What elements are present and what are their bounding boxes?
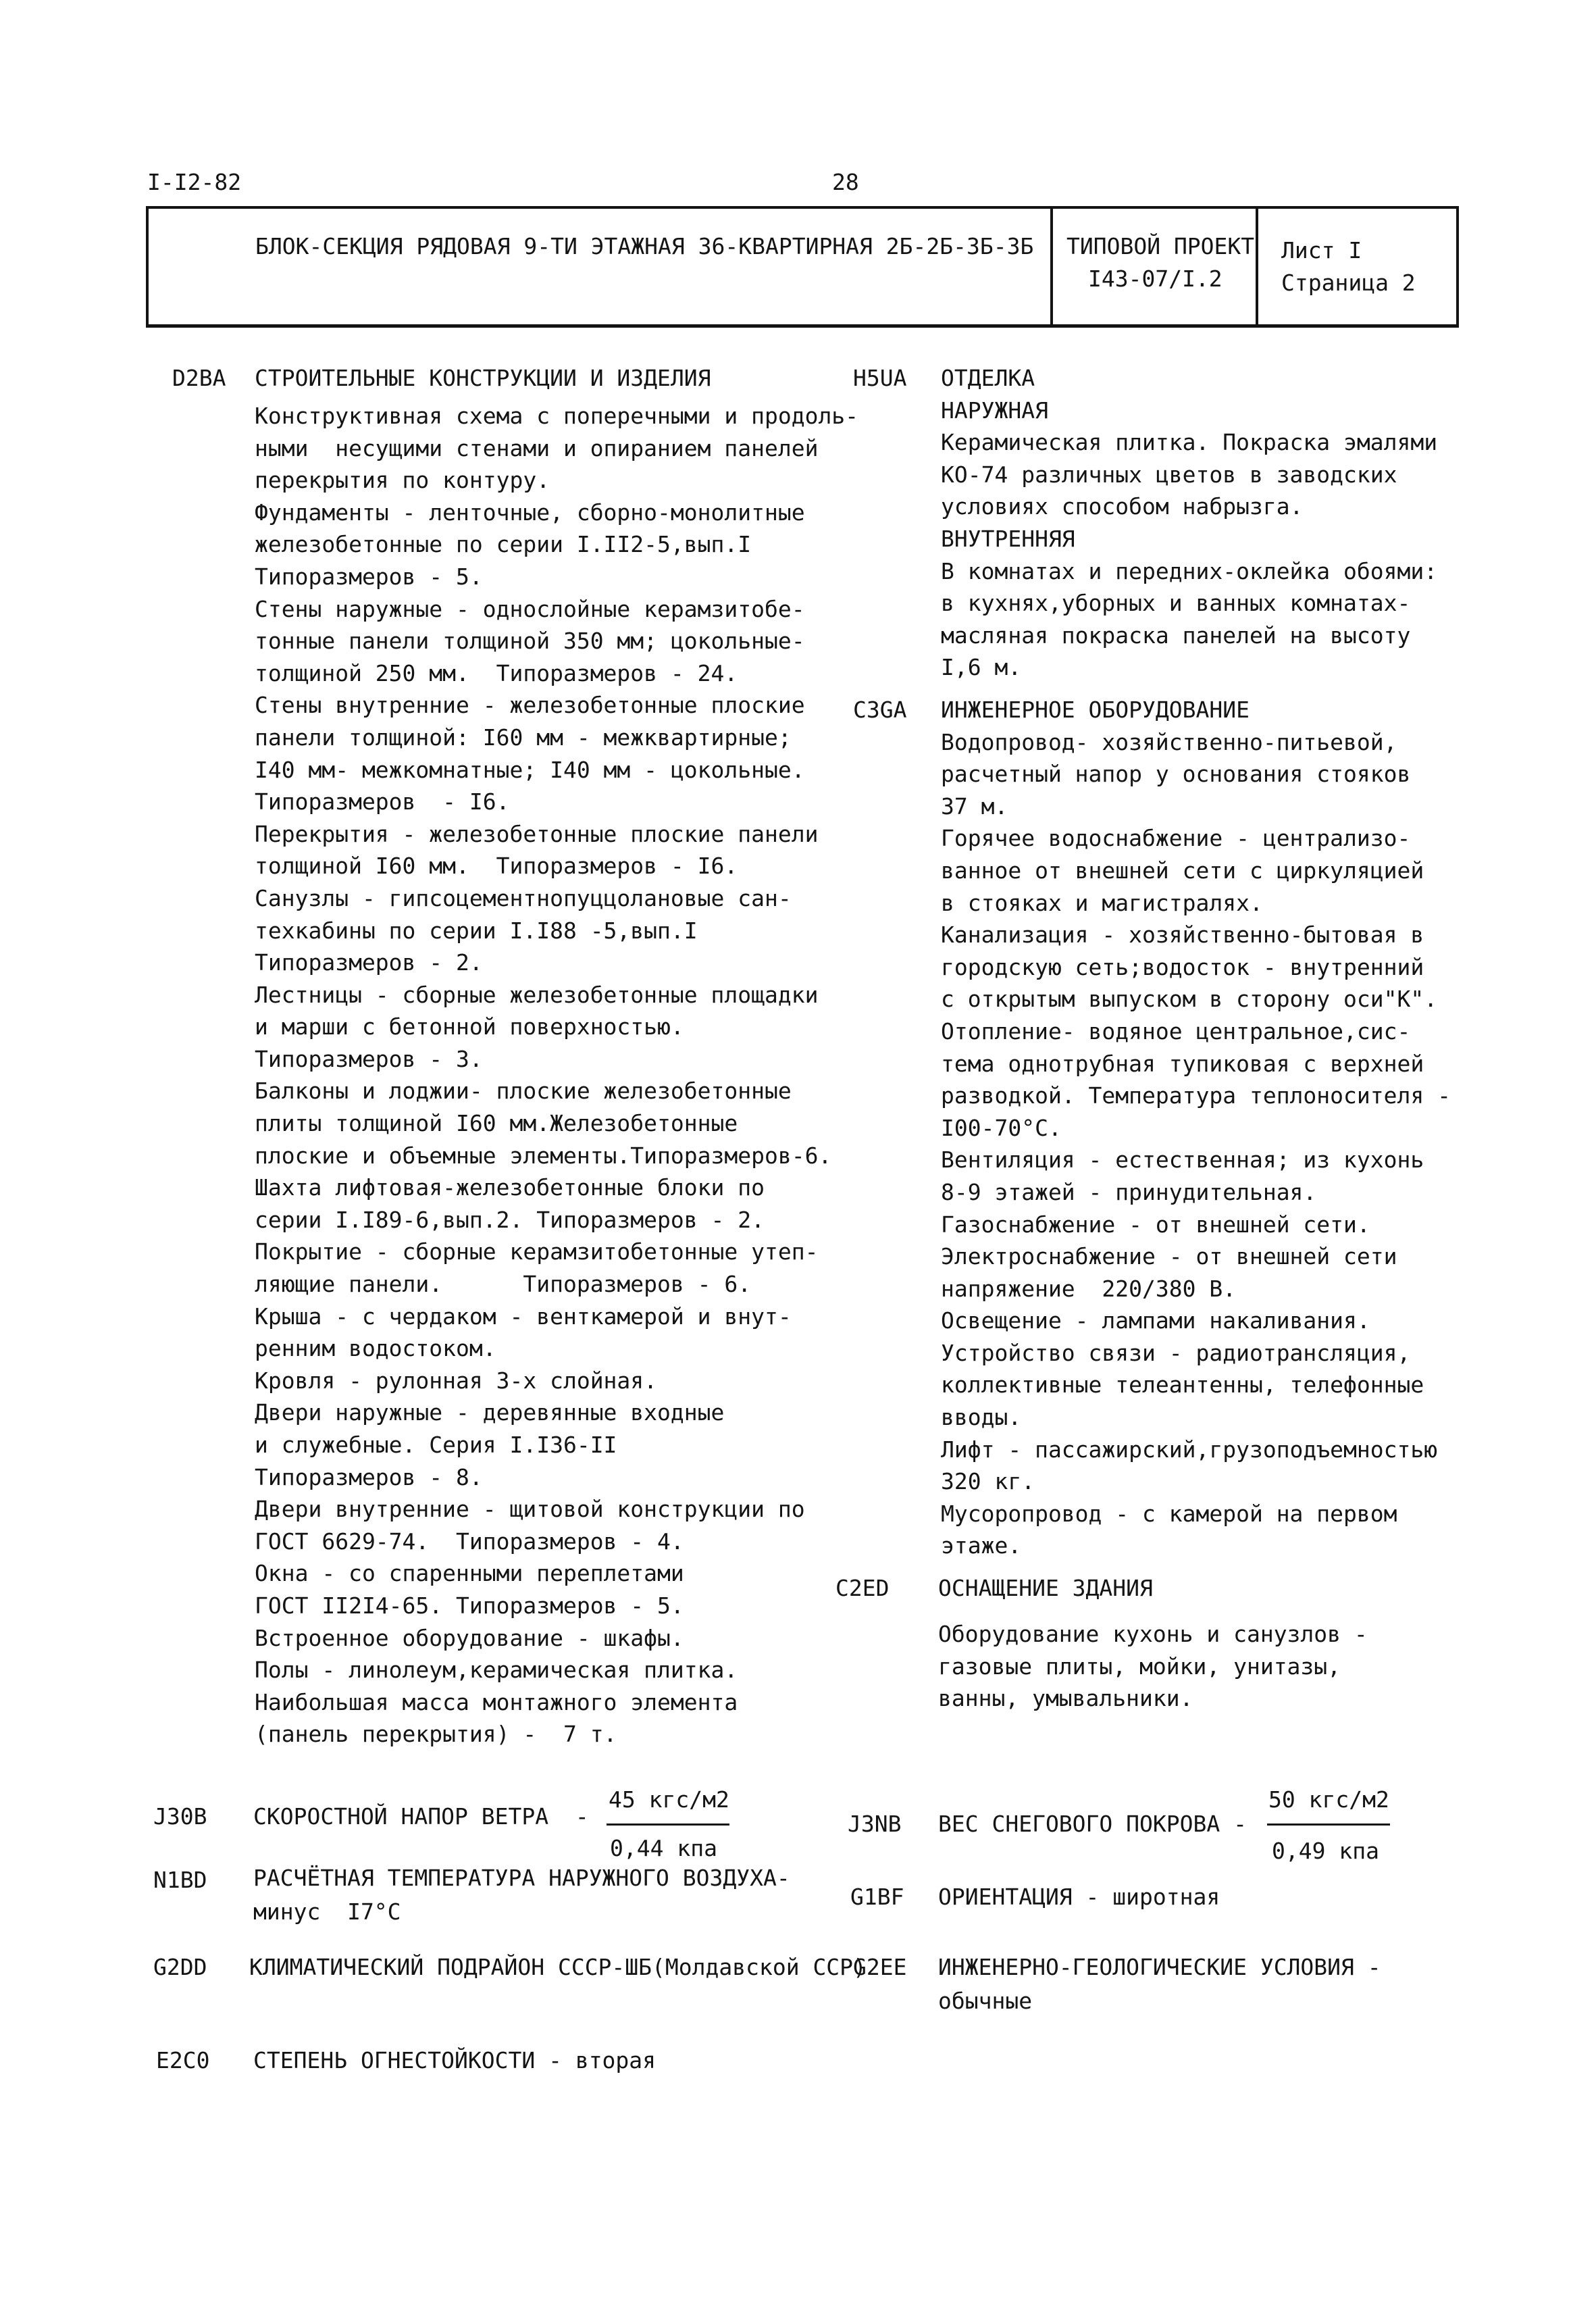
temperature-value: минус I7°C xyxy=(253,1898,401,1925)
fraction-bar xyxy=(607,1823,729,1826)
document-code: I-I2-82 xyxy=(147,169,242,195)
title-block-divider xyxy=(1050,206,1053,328)
text-line: ГОСТ II2I4-65. Типоразмеров - 5. xyxy=(255,1592,684,1619)
text-line: ВНУТРЕННЯЯ xyxy=(941,525,1075,552)
row-code: N1BD xyxy=(153,1867,207,1893)
text-line: 37 м. xyxy=(941,793,1008,820)
text-line: Встроенное оборудование - шкафы. xyxy=(255,1624,684,1651)
row-code: E2C0 xyxy=(156,2047,210,2073)
text-line: расчетный напор у основания стояков xyxy=(941,761,1411,788)
text-line: Мусоропровод - с камерой на первом xyxy=(941,1500,1397,1527)
text-line: Наибольшая масса монтажного элемента xyxy=(255,1688,738,1715)
project-number: I43-07/I.2 xyxy=(1088,266,1222,292)
orientation-text: ОРИЕНТАЦИЯ - широтная xyxy=(938,1884,1220,1910)
row-code: J30B xyxy=(153,1803,207,1830)
document-title: БЛОК-СЕКЦИЯ РЯДОВАЯ 9-ТИ ЭТАЖНАЯ 36-КВАРТИРНАЯ 2Б-2Б-3Б-3Б xyxy=(255,233,1034,259)
text-line: Конструктивная схема с поперечными и продоль- xyxy=(255,403,859,429)
text-line: I40 мм- межкомнатные; I40 мм - цокольные. xyxy=(255,756,805,783)
row-code: G1BF xyxy=(850,1884,904,1910)
text-line: 320 кг. xyxy=(941,1468,1035,1495)
text-line: в стояках и магистралях. xyxy=(941,889,1263,916)
project-label: ТИПОВОЙ ПРОЕКТ xyxy=(1066,233,1255,259)
text-line: условиях способом набрызга. xyxy=(941,493,1304,520)
text-line: Типоразмеров - 8. xyxy=(255,1463,483,1490)
title-block xyxy=(146,206,1459,328)
text-line: городскую сеть;водосток - внутренний xyxy=(941,953,1424,980)
text-line: разводкой. Температура теплоносителя - xyxy=(941,1082,1451,1109)
page-number: 28 xyxy=(832,169,859,195)
text-line: тема однотрубная тупиковая с верхней xyxy=(941,1050,1424,1077)
text-line: Устройство связи - радиотрансляция, xyxy=(941,1339,1411,1366)
text-line: Перекрытия - железобетонные плоские панели xyxy=(255,820,819,847)
text-line: тонные панели толщиной 350 мм; цокольные- xyxy=(255,628,805,655)
geology-line: ИНЖЕНЕРНО-ГЕОЛОГИЧЕСКИЕ УСЛОВИЯ - xyxy=(938,1954,1381,1980)
text-line: НАРУЖНАЯ xyxy=(941,397,1048,424)
text-line: Типоразмеров - 2. xyxy=(255,949,483,976)
text-line: Двери наружные - деревянные входные xyxy=(255,1399,725,1426)
text-line: Крыша - с чердаком - венткамерой и внут- xyxy=(255,1303,792,1330)
text-line: Окна - со спаренными переплетами xyxy=(255,1560,684,1587)
equipment-text xyxy=(938,1618,1368,1715)
snow-denominator: 0,49 кпа xyxy=(1272,1838,1379,1864)
text-line: и служебные. Серия I.I36-II xyxy=(255,1432,617,1458)
text-line: КО-74 различных цветов в заводских xyxy=(941,461,1397,488)
section-code: H5UA xyxy=(853,365,907,391)
temperature-line: РАСЧЁТНАЯ ТЕМПЕРАТУРА НАРУЖНОГО ВОЗДУХА- xyxy=(253,1865,790,1891)
climate-text: КЛИМАТИЧЕСКИЙ ПОДРАЙОН СССР-ШБ(Молдавской ССР) xyxy=(249,1954,867,1980)
text-line: I00-70°C. xyxy=(941,1114,1062,1141)
text-line: толщиной I60 мм. Типоразмеров - I6. xyxy=(255,853,738,880)
text-line: панели толщиной: I60 мм - межквартирные; xyxy=(255,724,792,751)
text-line: вводы. xyxy=(941,1404,1022,1431)
text-line: перекрытия по контуру. xyxy=(255,467,550,494)
row-code: G2EE xyxy=(853,1954,907,1980)
text-line: Покрытие - сборные керамзитобетонные утеп- xyxy=(255,1238,819,1265)
text-line: ванны, умывальники. xyxy=(938,1685,1193,1712)
text-line: плоские и объемные элементы.Типоразмеров-6. xyxy=(255,1142,832,1169)
text-line: ляющие панели. Типоразмеров - 6. xyxy=(255,1271,752,1298)
text-line: I,6 м. xyxy=(941,654,1022,681)
text-line: ГОСТ 6629-74. Типоразмеров - 4. xyxy=(255,1528,684,1555)
text-line: коллективные телеантенны, телефонные xyxy=(941,1372,1424,1399)
text-line: ИНЖЕНЕРНОЕ ОБОРУДОВАНИЕ xyxy=(941,697,1250,723)
row-code: G2DD xyxy=(153,1954,207,1980)
text-line: Балконы и лоджии- плоские железобетонные xyxy=(255,1078,792,1105)
text-line: Керамическая плитка. Покраска эмалями xyxy=(941,429,1438,456)
text-line: техкабины по серии I.I88 -5,вып.I xyxy=(255,917,698,944)
structures-text xyxy=(255,400,858,1751)
text-line: Освещение - лампами накаливания. xyxy=(941,1307,1370,1334)
text-line: этаже. xyxy=(941,1532,1022,1559)
fire-resistance-text: СТЕПЕНЬ ОГНЕСТОЙКОСТИ - вторая xyxy=(253,2047,657,2073)
wind-label: СКОРОСТНОЙ НАПОР ВЕТРА - xyxy=(253,1803,589,1830)
section-code: C3GA xyxy=(853,697,907,723)
text-line: плиты толщиной I60 мм.Железобетонные xyxy=(255,1110,738,1137)
text-line: масляная покраска панелей на высоту xyxy=(941,622,1411,649)
section-heading: СТРОИТЕЛЬНЫЕ КОНСТРУКЦИИ И ИЗДЕЛИЯ xyxy=(255,365,711,391)
geology-value: обычные xyxy=(938,1988,1033,2014)
title-block-divider xyxy=(1256,206,1258,328)
text-line: Шахта лифтовая-железобетонные блоки по xyxy=(255,1174,765,1201)
sheet-label: Лист I xyxy=(1281,237,1362,263)
text-line: газовые плиты, мойки, унитазы, xyxy=(938,1653,1341,1680)
text-line: Фундаменты - ленточные, сборно-монолитные xyxy=(255,499,805,526)
text-line: Санузлы - гипсоцементнопуццолановые сан- xyxy=(255,884,792,911)
text-line: и марши с бетонной поверхностью. xyxy=(255,1013,684,1040)
section-code: D2BA xyxy=(172,365,226,391)
text-line: 8-9 этажей - принудительная. xyxy=(941,1178,1317,1205)
page-label: Страница 2 xyxy=(1281,270,1416,296)
wind-denominator: 0,44 кпа xyxy=(610,1835,717,1861)
text-line: ОТДЕЛКА xyxy=(941,365,1035,391)
text-line: Водопровод- хозяйственно-питьевой, xyxy=(941,728,1397,755)
text-line: Кровля - рулонная 3-х слойная. xyxy=(255,1367,658,1394)
text-line: Канализация - хозяйственно-бытовая в xyxy=(941,922,1424,949)
text-line: Типоразмеров - I6. xyxy=(255,788,510,815)
snow-numerator: 50 кгс/м2 xyxy=(1268,1786,1389,1813)
text-line: Оборудование кухонь и санузлов - xyxy=(938,1621,1368,1647)
section-heading: ОСНАЩЕНИЕ ЗДАНИЯ xyxy=(938,1575,1153,1601)
fraction-bar xyxy=(1267,1823,1390,1826)
text-line: Двери внутренние - щитовой конструкции по xyxy=(255,1496,805,1523)
text-line: Стены внутренние - железобетонные плоские xyxy=(255,692,805,719)
section-code: C2ED xyxy=(835,1575,890,1601)
text-line: ными несущими стенами и опиранием панелей xyxy=(255,434,819,461)
text-line: Лестницы - сборные железобетонные площадки xyxy=(255,981,819,1008)
wind-numerator: 45 кгс/м2 xyxy=(609,1786,729,1813)
text-line: с открытым выпуском в сторону оси"К". xyxy=(941,986,1438,1013)
row-code: J3NB xyxy=(848,1811,902,1837)
text-line: Вентиляция - естественная; из кухонь xyxy=(941,1147,1424,1174)
text-line: в кухнях,уборных и ванных комнатах- xyxy=(941,590,1411,617)
text-line: ванное от внешней сети с циркуляцией xyxy=(941,857,1424,884)
text-line: толщиной 250 мм. Типоразмеров - 24. xyxy=(255,659,738,686)
engineering-text xyxy=(941,694,1451,1562)
text-line: Стены наружные - однослойные керамзитобе- xyxy=(255,595,805,622)
text-line: (панель перекрытия) - 7 т. xyxy=(255,1721,617,1748)
text-line: Газоснабжение - от внешней сети. xyxy=(941,1211,1370,1238)
finishing-text xyxy=(941,362,1437,684)
text-line: Электроснабжение - от внешней сети xyxy=(941,1243,1397,1270)
text-line: Отопление- водяное центральное,сис- xyxy=(941,1017,1411,1045)
text-line: В комнатах и передних-оклейка обоями: xyxy=(941,557,1438,584)
text-line: напряжение 220/380 В. xyxy=(941,1275,1237,1302)
text-line: Типоразмеров - 3. xyxy=(255,1045,483,1072)
text-line: железобетонные по серии I.II2-5,вып.I xyxy=(255,531,752,558)
text-line: Типоразмеров - 5. xyxy=(255,563,483,590)
text-line: Горячее водоснабжение - централизо- xyxy=(941,825,1411,852)
snow-label: ВЕС СНЕГОВОГО ПОКРОВА - xyxy=(938,1811,1247,1837)
text-line: Лифт - пассажирский,грузоподъемностью xyxy=(941,1436,1438,1463)
text-line: серии I.I89-6,вып.2. Типоразмеров - 2. xyxy=(255,1206,765,1233)
text-line: Полы - линолеум,керамическая плитка. xyxy=(255,1657,738,1684)
text-line: ренним водостоком. xyxy=(255,1335,496,1362)
